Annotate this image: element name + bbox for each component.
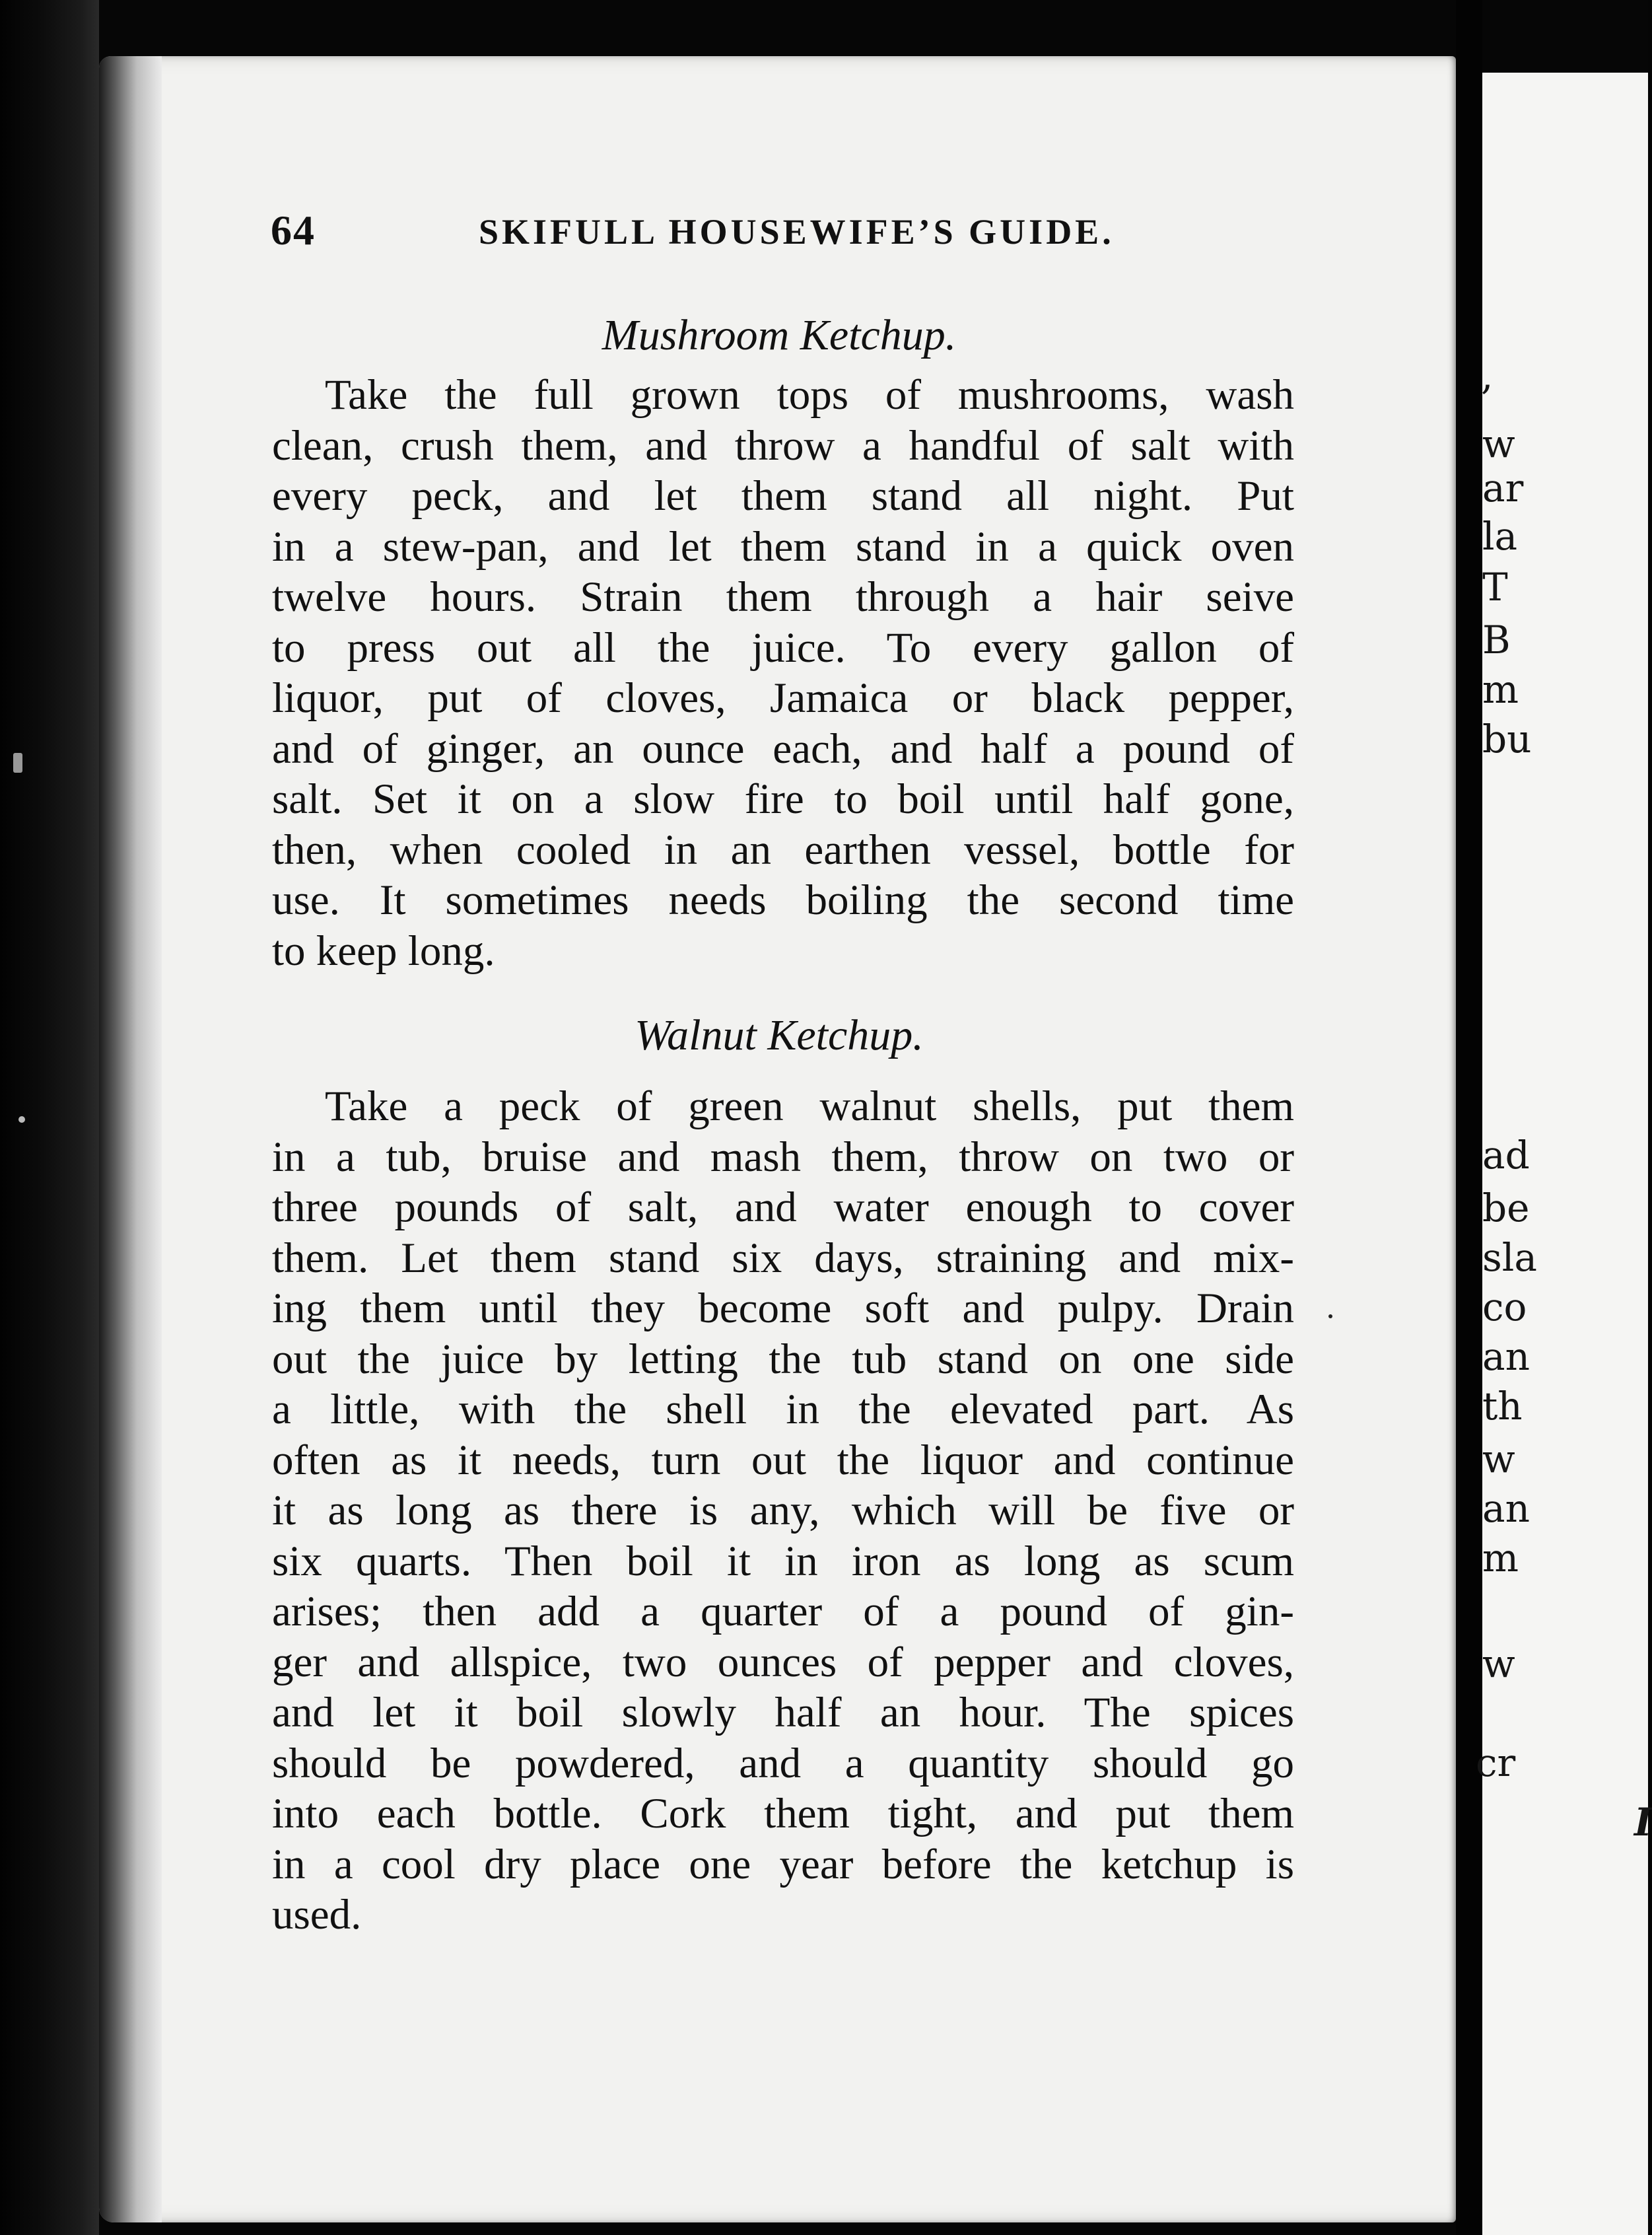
- facing-fragment: I: [1634, 1800, 1652, 1845]
- text-line: Take a peck of green walnut shells, put them: [325, 1082, 1294, 1130]
- text-line: ger and allspice, two ounces of pepper and cloves,: [272, 1638, 1294, 1686]
- recipe-body: [272, 370, 1294, 976]
- facing-fragment: an: [1482, 1334, 1530, 1379]
- text-line: to keep long.: [272, 927, 495, 975]
- text-line: and let it boil slowly half an hour. The spices: [272, 1689, 1294, 1736]
- text-line: clean, crush them, and throw a handful of salt with: [272, 421, 1294, 470]
- facing-fragment: co: [1482, 1285, 1527, 1330]
- text-line: out the juice by letting the tub stand on one side: [272, 1335, 1294, 1383]
- recipe-body: [272, 1081, 1294, 1940]
- text-line: used.: [272, 1891, 362, 1938]
- facing-fragment: sla: [1482, 1235, 1537, 1280]
- text-line: into each bottle. Cork them tight, and put them: [272, 1790, 1294, 1837]
- recipe-heading: Mushroom Ketchup.: [602, 311, 957, 359]
- page-binding-shadow: [99, 56, 162, 2222]
- recipe-heading: Walnut Ketchup.: [635, 1011, 924, 1059]
- facing-fragment: B: [1482, 618, 1511, 662]
- book-gutter: [1456, 0, 1482, 2235]
- facing-fragment: T: [1482, 565, 1508, 610]
- facing-fragment: ,: [1481, 353, 1494, 398]
- text-line: Take the full grown tops of mushrooms, wash: [325, 371, 1294, 419]
- text-line: then, when cooled in an earthen vessel, bottle for: [272, 826, 1294, 874]
- facing-fragment: be: [1482, 1186, 1530, 1230]
- facing-fragment: m: [1482, 1536, 1519, 1580]
- text-line: and of ginger, an ounce each, and half a pound of: [272, 725, 1294, 773]
- text-line: in a stew-pan, and let them stand in a quick oven: [272, 522, 1294, 571]
- ink-speck: [13, 753, 22, 773]
- ink-speck: [1328, 1314, 1332, 1318]
- running-title: SKIFULL HOUSEWIFE’S GUIDE.: [479, 212, 1115, 252]
- text-line: should be powdered, and a quantity should go: [272, 1739, 1294, 1787]
- text-line: to press out all the juice. To every gallon of: [272, 623, 1294, 672]
- facing-fragment: w: [1482, 1437, 1515, 1481]
- text-line: them. Let them stand six days, straining and mix-: [272, 1234, 1294, 1282]
- text-line: liquor, put of cloves, Jamaica or black pepper,: [272, 674, 1294, 722]
- facing-fragment: ar: [1482, 466, 1524, 511]
- text-line: in a cool dry place one year before the ketchup is: [272, 1840, 1294, 1888]
- text-line: it as long as there is any, which will be five or: [272, 1487, 1294, 1534]
- text-line: often as it needs, turn out the liquor and continue: [272, 1436, 1294, 1484]
- page-number: 64: [271, 207, 316, 254]
- text-line: three pounds of salt, and water enough to cover: [272, 1184, 1294, 1231]
- facing-fragment: bu: [1482, 717, 1532, 762]
- ink-speck: [18, 1116, 25, 1123]
- running-head: [271, 206, 1129, 259]
- text-line: in a tub, bruise and mash them, throw on two or: [272, 1133, 1294, 1181]
- facing-fragment: m: [1482, 667, 1519, 712]
- text-line: salt. Set it on a slow fire to boil until half gone,: [272, 775, 1294, 823]
- text-line: every peck, and let them stand all night. Put: [272, 472, 1294, 520]
- book-edge-left: [0, 0, 99, 2235]
- facing-fragment: th: [1482, 1384, 1523, 1429]
- facing-page: [1476, 73, 1652, 2235]
- facing-fragment: an: [1482, 1486, 1530, 1531]
- facing-fragment: la: [1482, 514, 1518, 559]
- facing-fragment: ad: [1482, 1133, 1530, 1178]
- text-line: a little, with the shell in the elevated part. As: [272, 1386, 1294, 1433]
- text-line: twelve hours. Strain them through a hair seive: [272, 573, 1294, 621]
- text-line: six quarts. Then boil it in iron as long as scum: [272, 1537, 1294, 1585]
- facing-fragment: w: [1482, 1641, 1515, 1686]
- text-line: arises; then add a quarter of a pound of gin-: [272, 1588, 1294, 1635]
- text-line: use. It sometimes needs boiling the second time: [272, 876, 1294, 924]
- text-line: ing them until they become soft and pulpy. Drain: [272, 1285, 1294, 1332]
- facing-fragment: cr: [1476, 1740, 1516, 1785]
- facing-fragment: w: [1482, 421, 1515, 466]
